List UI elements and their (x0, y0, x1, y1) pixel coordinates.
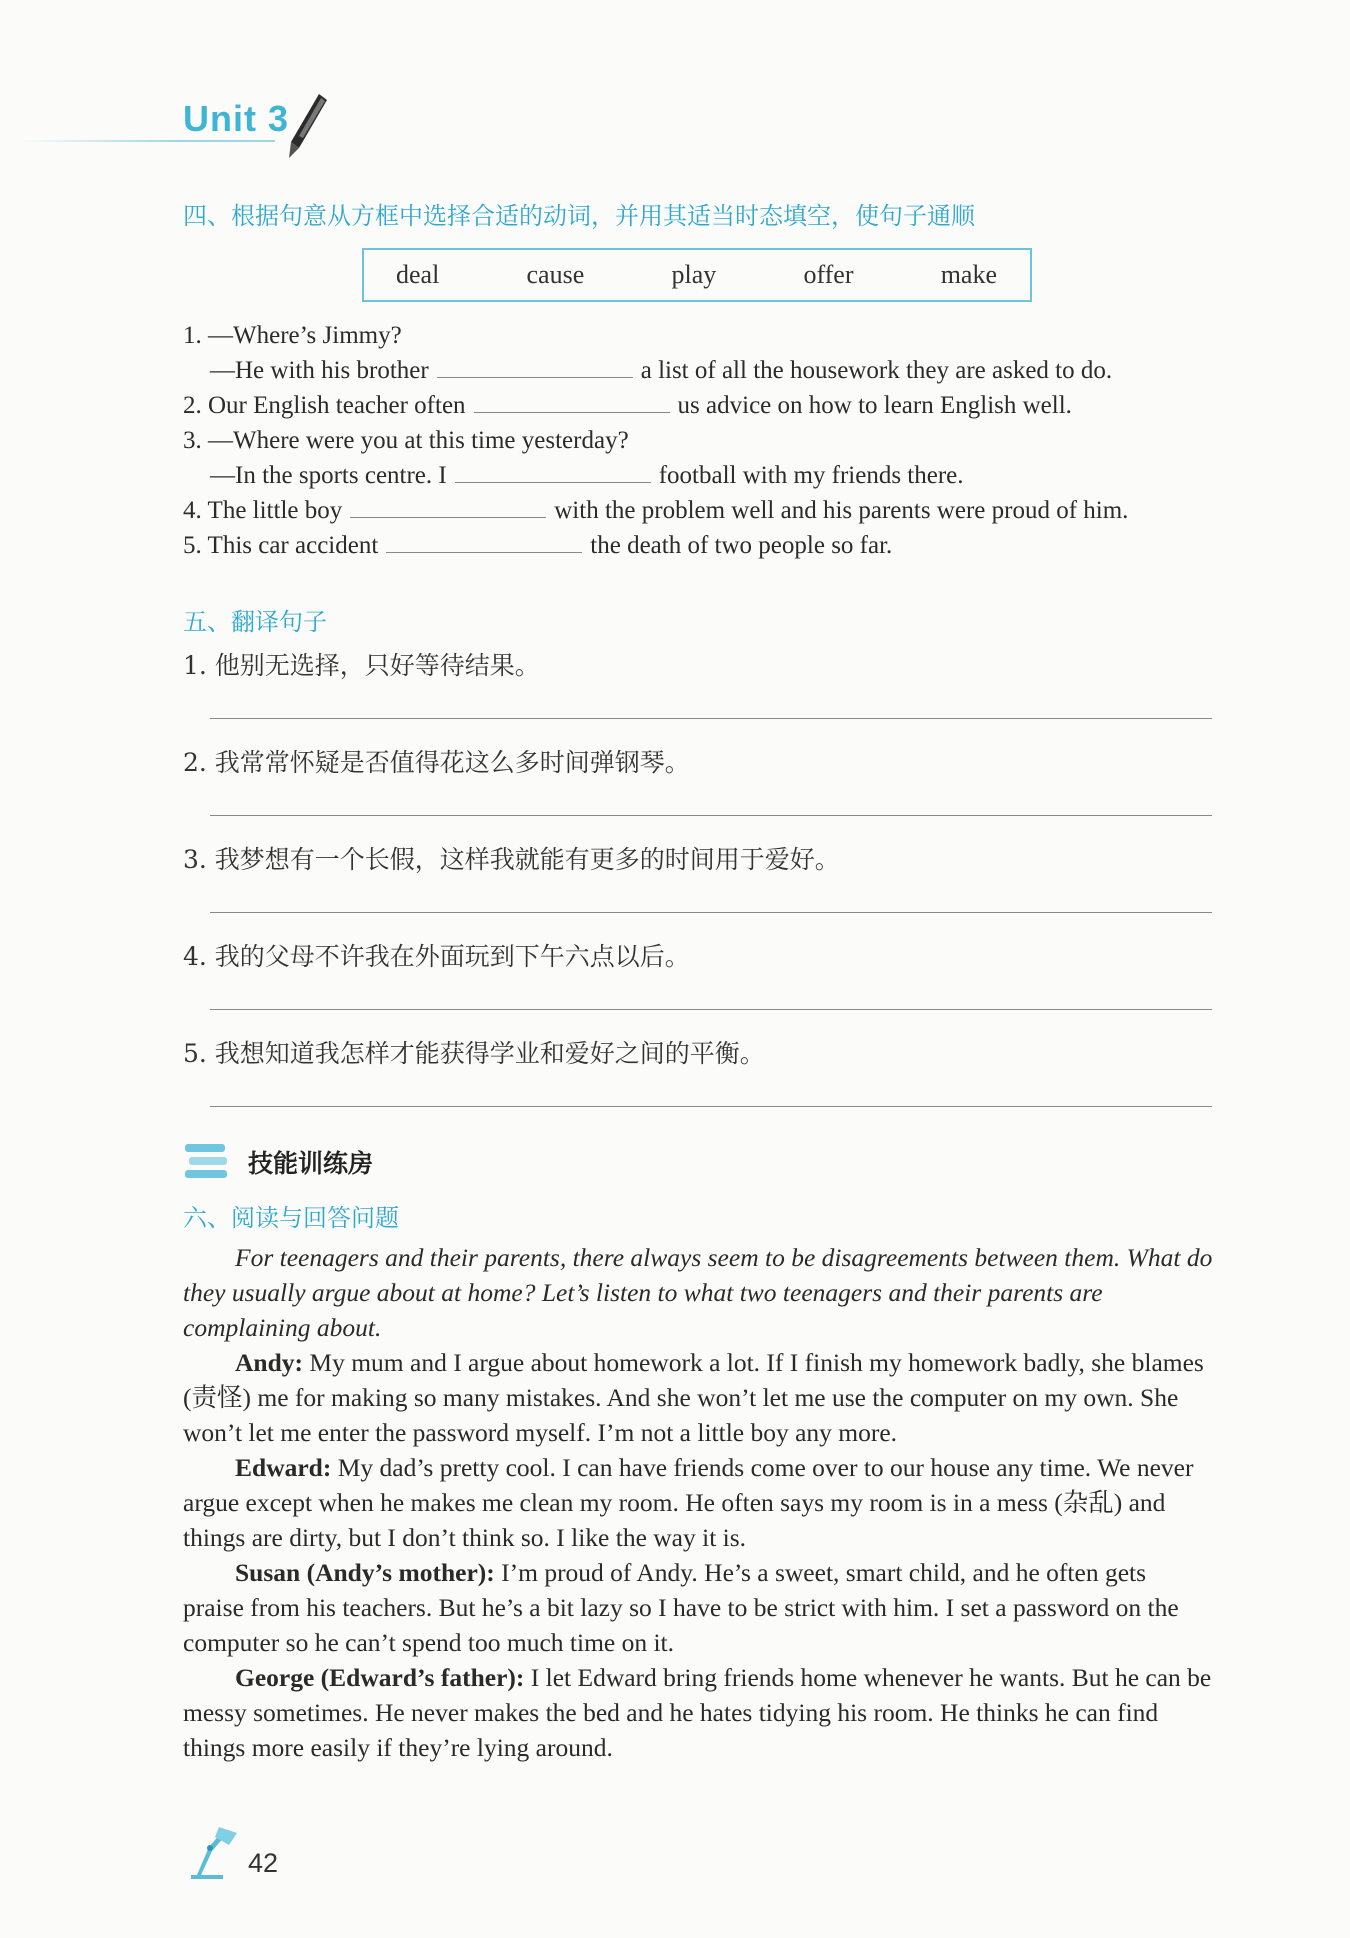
section5-title: 五、翻译句子 (183, 608, 327, 636)
answer-line[interactable] (210, 815, 1212, 816)
pen-icon (283, 90, 331, 160)
answer-blank[interactable] (474, 392, 670, 413)
unit-title: Unit 3 (183, 98, 290, 139)
stack-icon (183, 1142, 231, 1182)
answer-blank[interactable] (386, 532, 582, 553)
question-text: football with my friends there. (658, 462, 964, 489)
question-1b (210, 357, 1112, 385)
answer-line[interactable] (210, 1106, 1212, 1107)
section4-title: 四、根据句意从方框中选择合适的动词，并用其适当时态填空，使句子通顺 (183, 202, 975, 230)
speaker-name: Edward: (235, 1453, 332, 1482)
question-1a: 1. —Where’s Jimmy? (183, 322, 402, 349)
reading-paragraph (183, 1555, 1213, 1660)
word-option: play (671, 260, 717, 289)
translate-item: 1. 他别无选择，只好等待结果。 (183, 651, 540, 680)
paragraph-text: I’m proud of Andy. He’s a sweet, smart child, and he often gets praise from his teachers. But he’s a bit lazy so I have to be strict with him. I set a password on the computer so he can’t spend too much time on it. (183, 1558, 1179, 1657)
reading-paragraph (183, 1450, 1213, 1555)
answer-line[interactable] (210, 912, 1212, 913)
reading-paragraph (183, 1345, 1213, 1450)
page-number: 42 (248, 1848, 279, 1878)
question-3a: 3. —Where were you at this time yesterday? (183, 427, 629, 454)
reading-paragraph (183, 1660, 1213, 1765)
reading-intro: For teenagers and their parents, there always seem to be disagreements between them. What do they usually argue about at home? Let’s listen to what two teenagers and their parents are complaining about. (183, 1243, 1213, 1342)
speaker-name: Andy: (235, 1348, 304, 1377)
translate-item: 2. 我常常怀疑是否值得花这么多时间弹钢琴。 (183, 748, 690, 777)
translate-item: 5. 我想知道我怎样才能获得学业和爱好之间的平衡。 (183, 1039, 765, 1068)
skills-title: 技能训练房 (248, 1149, 374, 1178)
speaker-name: George (Edward’s father): (235, 1663, 525, 1692)
answer-blank[interactable] (350, 497, 546, 518)
word-box (362, 248, 1032, 302)
question-text: —He with his brother (210, 357, 429, 384)
question-text: the death of two people so far. (590, 532, 893, 559)
paragraph-text: My dad’s pretty cool. I can have friends come over to our house any time. We never argue except when he makes me clean my room. He often says my room is in a mess (杂乱) and things are dirty, but I don’t think so. I like the way it is. (183, 1453, 1194, 1552)
question-text: 5. This car accident (183, 532, 379, 559)
paragraph-text: I let Edward bring friends home whenever he wants. But he can be messy sometimes. He never makes the bed and he hates tidying his room. He thinks he can find things more easily if they’re lying around. (183, 1663, 1212, 1762)
answer-blank[interactable] (437, 357, 633, 378)
header-rule (20, 140, 275, 142)
answer-line[interactable] (210, 1009, 1212, 1010)
question-2 (183, 392, 1072, 420)
question-3b (210, 462, 964, 490)
word-option: deal (396, 260, 440, 289)
word-option: offer (803, 260, 854, 289)
speaker-name: Susan (Andy’s mother): (235, 1558, 495, 1587)
translate-item: 3. 我梦想有一个长假，这样我就能有更多的时间用于爱好。 (183, 845, 840, 874)
question-4 (183, 497, 1128, 525)
word-option: make (940, 260, 997, 289)
answer-blank[interactable] (455, 462, 651, 483)
word-option: cause (526, 260, 585, 289)
paragraph-text: My mum and I argue about homework a lot. If I finish my homework badly, she blames (责怪) me for making so many mistakes. And she won’t let me use the computer on my own. She won’t let me enter the password myself. I’m not a little boy any more. (183, 1348, 1204, 1447)
answer-line[interactable] (210, 718, 1212, 719)
translate-item: 4. 我的父母不许我在外面玩到下午六点以后。 (183, 942, 690, 971)
question-text: us advice on how to learn English well. (677, 392, 1072, 419)
section6-title: 六、阅读与回答问题 (183, 1204, 399, 1232)
question-text: a list of all the housework they are asked to do. (640, 357, 1113, 384)
question-text: 2. Our English teacher often (183, 392, 466, 419)
question-text: with the problem well and his parents were proud of him. (554, 497, 1129, 524)
question-5 (183, 532, 892, 560)
desk-lamp-icon (183, 1823, 243, 1883)
question-text: 4. The little boy (183, 497, 343, 524)
question-text: —In the sports centre. I (210, 462, 447, 489)
